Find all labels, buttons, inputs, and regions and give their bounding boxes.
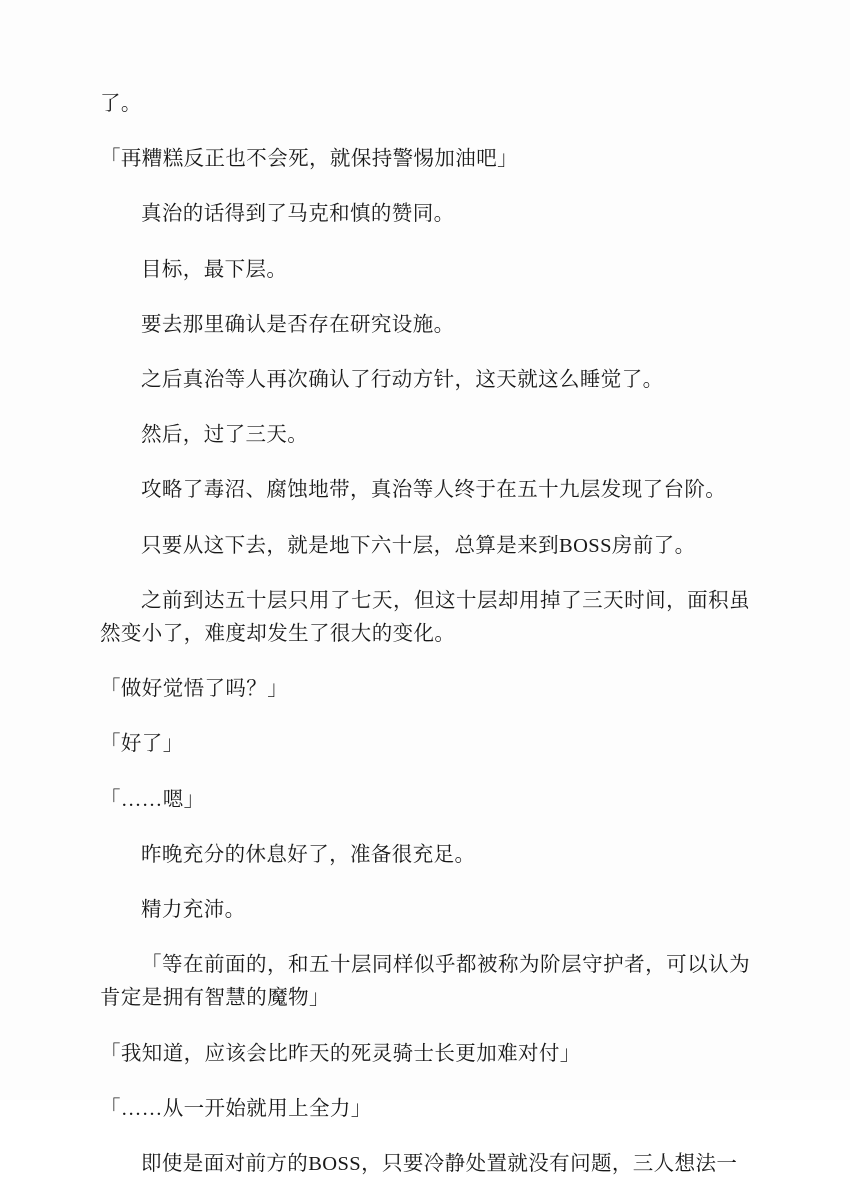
paragraph: 要去那里确认是否存在研究设施。 (141, 313, 455, 336)
paragraph-dialogue: 「我知道，应该会比昨天的死灵骑士长更加难对付」 (100, 1042, 581, 1065)
paragraph-dialogue: 「……嗯」 (100, 788, 205, 811)
paragraph: 了。 (100, 93, 142, 115)
document-body (100, 88, 750, 1181)
paragraph: 攻略了毒沼、腐蚀地带，真治等人终于在五十九层发现了台阶。 (141, 479, 727, 502)
paragraph-dialogue: 「等在前面的，和五十层同样似乎都被称为阶层守护者，可以认为肯定是拥有智慧的魔物」 (100, 954, 750, 1010)
paragraph-dialogue: 「再糟糕反正也不会死，就保持警惕加油吧」 (100, 148, 518, 171)
paragraph: 昨晚充分的休息好了，准备很充足。 (141, 843, 476, 866)
paragraph: 之后真治等人再次确认了行动方针，这天就这么睡觉了。 (141, 369, 664, 392)
paragraph: 精力充沛。 (141, 899, 246, 922)
paragraph: 然后，过了三天。 (141, 424, 309, 447)
paragraph-dialogue: 「做好觉悟了吗？」 (100, 678, 289, 701)
paragraph: 真治的话得到了马克和慎的赞同。 (141, 203, 455, 226)
paragraph: 之前到达五十层只用了七天，但这十层却用掉了三天时间，面积虽然变小了，难度却发生了很大的变化。 (100, 589, 750, 646)
paragraph: 只要从这下去，就是地下六十层，总算是来到BOSS房前了。 (141, 534, 696, 557)
paragraph: 即使是面对前方的BOSS，只要冷静处置就没有问题，三人想法一 (141, 1153, 738, 1176)
paragraph-dialogue: 「……从一开始就用上全力」 (100, 1097, 372, 1120)
paragraph: 目标，最下层。 (141, 258, 288, 281)
paragraph-dialogue: 「好了」 (100, 733, 184, 756)
